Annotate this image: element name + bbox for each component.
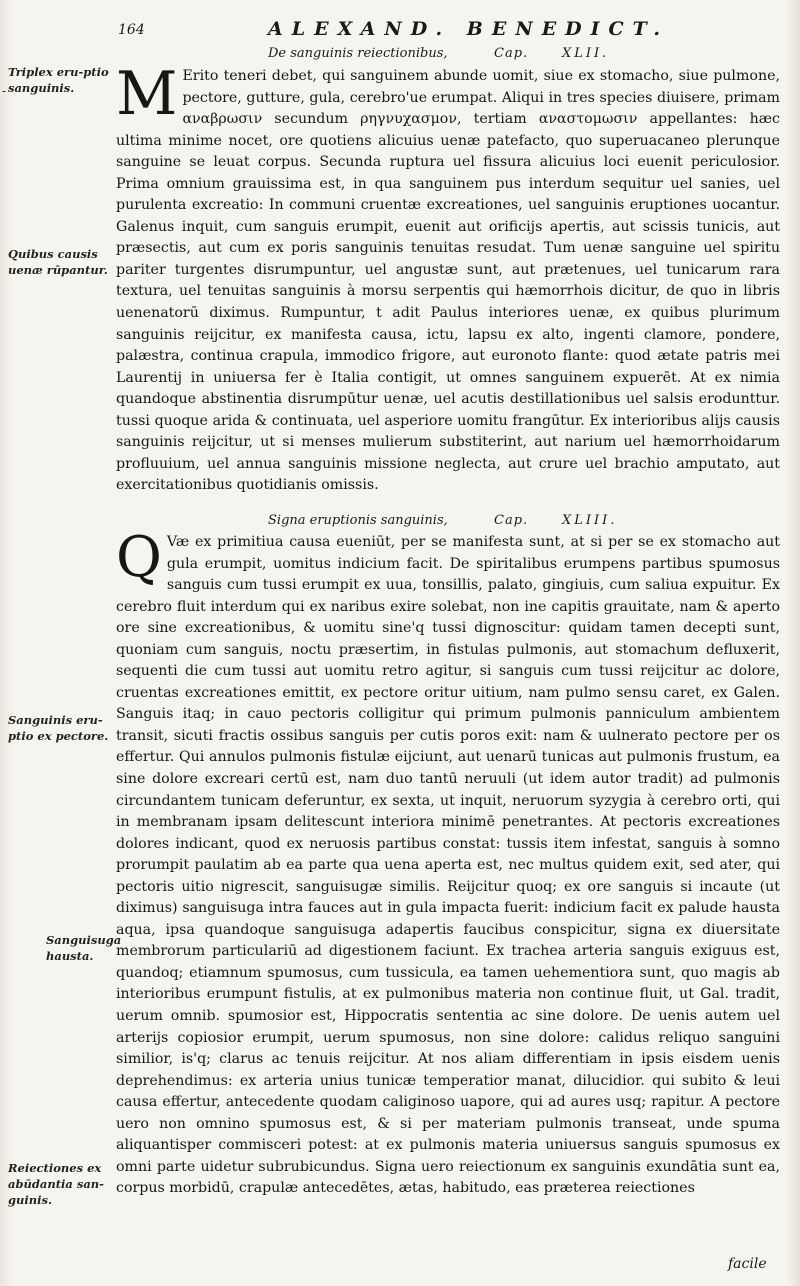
chapter-heading <box>118 46 778 66</box>
folio-number: 164 <box>118 22 145 38</box>
margin-note-text: Triplex eru-ptio sanguinis. <box>8 65 109 95</box>
margin-note-text: Sanguinis eru-ptio ex pectore. <box>8 713 109 743</box>
chapter-title: De sanguinis reiectionibus, <box>268 46 448 61</box>
chapter-text: Erito teneri debet, qui sanguinem abunde uomit, siue ex stomacho, siue pulmone, pectore, gutture, gula, cerebro'ue erumpat. Aliqui in tres species diuisere, primam αναβρωσιν secundum ρηγνυχασμον, tertiam αναστομωσιν appellantes: hæc ultima minime nocet, ore quotiens alicuius uenæ patefacto, quo superuacaneo plerunque sanguine se leuat corpus. Secunda ruptura uel fissura alicuius loci euenit periculosior. Prima omnium grauissima est, in qua sanguinem pus interdum sequitur uel sanies, uel purulenta excreatio: In communi cruentæ excreationes, uel sanguinis eruptiones uocantur. Galenus inquit, cum sanguis erumpit, euenit aut orificijs apertis, aut scissis tunicis, aut præsectis, aut cum ex poris sanguinis tenuitas resudat. Tum uenæ sanguine uel spiritu pariter turgentes disrumpuntur, uel angustæ sunt, aut prætenues, uel tunicarum rara textura, uel tenuitas sanguinis à morsu serpentis qui hæmorrhois dicitur, de quo in libris uenenatorū diximus. Rumpuntur, t adit Paulus interiores uenæ, ex quibus plurimum sanguinis reijcitur, ex manifesta causa, ictu, lapsu ex alto, ingenti clamore, pondere, palæstra, continua crapula, immodico frigore, aut euronoto flante: quod ætate patris mei Laurentij in uniuersa fer è Italia contigit, ut omnes sanguinem expuerēt. At ex nimia quandoque abstinentia disrumpūtur uenæ, uel acutis destillationibus uel salsis erodunttur. tussi quoque arida & continuata, uel asperiore uomitu frangūtur. Ex interioribus alijs causis sanguinis reijcitur, ut si menses mulierum substiterint, aut narium uel hæmorrhoidarum profluuium, uel annua sanguinis missione neglecta, aut crure uel brachio amputato, aut exercitationibus quotidianis omissis. <box>116 68 780 494</box>
margin-note <box>8 64 114 96</box>
margin-note-text: Quibus causis uenæ rūpantur. <box>8 247 108 277</box>
chapter-body <box>116 532 780 1258</box>
catchword: facile <box>728 1256 767 1272</box>
drop-capital: M <box>116 66 178 129</box>
margin-note-text: Sanguisuga hausta. <box>46 933 122 963</box>
chapter-cap-label: Cap. <box>494 513 529 528</box>
chapter-text: Væ ex primitiua causa eueniūt, per se manifesta sunt, at si per se ex stomacho aut gula erumpit, uomitus indicium facit. De spiritalibus erumpens partibus spumosus sanguis cum tussi erumpit ex uua, tonsillis, palato, gingiuis, cum saliua expuitur. Ex cerebro fluit interdum qui ex naribus exire solebat, non ine capitis grauitate, nam & aperto ore sine excreationibus, & uomitu sine'q tussi dignoscitur: quidam tamen decepti sunt, quoniam cum sanguis, noctu præsertim, in fistulas pulmonis, aut stomachum defluxerit, sequenti die cum tussi aut uomitu retro agitur, si sanguis cum tussi reijcitur ac dolore, cruentas excreationes emittit, ex pectore oritur uitium, nam pulmo sensu caret, ex Galen. Sanguis itaq; in cauo pectoris colligitur qui primum pulmonis panniculum ambientem transit, sicuti fractis ossibus sanguis per cutis poros exit: nam & uulnerato pectore per os effertur. Qui annulos pulmonis fistulæ eijciunt, aut uenarū tunicas aut pulmonis frustum, ea sine dolore excreari certū est, nam duo tantū neruuli (ut idem autor tradit) ad pulmonis circundantem tunicam deferuntur, ex sexta, ut inquit, neruorum syzygia à cerebro orti, qui in membranam ipsam delitescunt interiora minimē penetrantes. At pectoris excreationes dolores indicant, quod ex neruosis partibus constat: tussis item infestat, sanguis à somno prorumpit paulatim ab ea parte qua uena aperta est, nec multus quidem exit, sed ater, qui pectoris uitio nigrescit, sanguisugæ similis. Reijcitur quoq; ex ore sanguis si incaute (ut diximus) sanguisuga intra fauces aut in gula impacta fuerit: indicium facit ex palude hausta aqua, ipsa quandoque sanguisuga adapertis faucibus conspicitur, signa ex diuersitate membrorum particulariū ad digestionem faciunt. Ex trachea arteria sanguis exiguus est, quandoq; etiamnum spumosus, cum tussicula, ea tamen uehementiora sunt, quo magis ab interioribus erumpunt fistulis, at ex pulmonibus materia non continue fluit, ut Gal. tradit, uerum omnib. spumosior est, Hippocratis sententia ac sine dolore. De uenis autem uel arterijs copiosior erumpit, uerum spumosus, non sine dolore: calidus reliquo sanguini similior, is'q; clarus ac tenuis reijcitur. At nos aliam differentiam in ipsis eisdem uenis deprehendimus: ex arteria unius tunicæ temperatior manat, dilucidior. qui subito & leui causa effertur, antecedente quodam caliginoso uapore, qui ad aures usq; rapitur. A pectore uero non omnino spumosus est, & si per materiam pulmonis transeat, unde spuma aliquantisper commisceri potest: at ex pulmonis materia uniuersus sanguis spumosus ex omni parte uidetur subrubicundus. Signa uero reiectionum ex sanguinis exundātia sunt ea, corpus morbidū, crapulæ antecedētes, ætas, habitudo, eas præterea reiectiones <box>116 534 780 1197</box>
margin-note <box>8 1160 116 1208</box>
chapter-body <box>116 66 780 508</box>
running-head <box>0 18 800 44</box>
margin-note-text: Reiectiones ex abūdantia san-guinis. <box>8 1161 104 1207</box>
margin-dash: - <box>2 84 7 98</box>
chapter-number: XLII. <box>562 46 610 61</box>
chapter-cap-label: Cap. <box>494 46 529 61</box>
margin-note <box>8 712 114 744</box>
margin-note <box>8 246 114 278</box>
chapter-heading <box>118 513 778 533</box>
chapter-number: XLIII. <box>562 513 618 528</box>
drop-capital: Q <box>116 532 162 590</box>
margin-note <box>46 932 122 964</box>
chapter-title: Signa eruptionis sanguinis, <box>268 513 448 528</box>
running-title: ALEXAND. BENEDICT. <box>268 18 669 40</box>
